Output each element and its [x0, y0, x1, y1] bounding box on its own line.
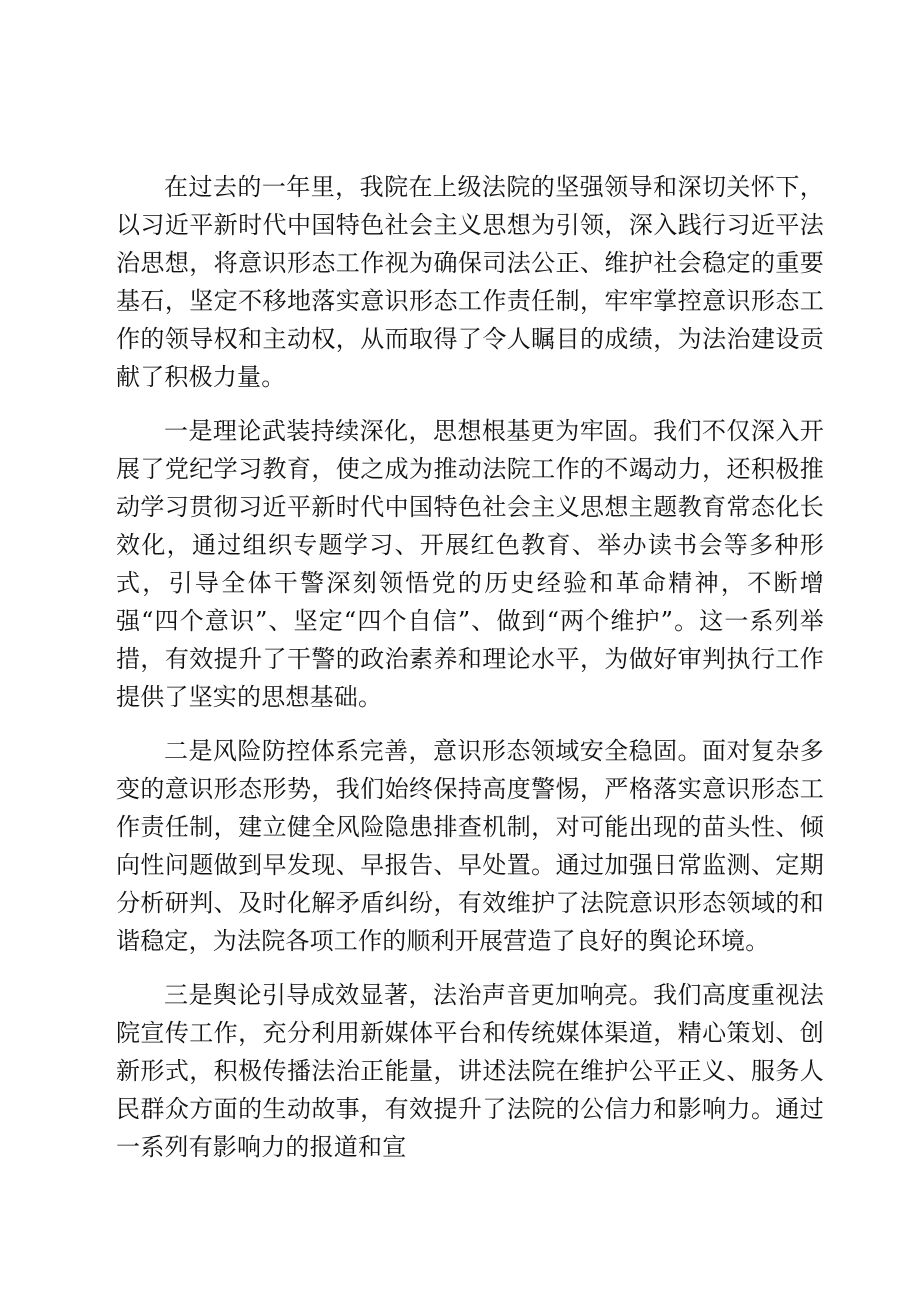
- paragraph-theory-study: 一是理论武装持续深化，思想根基更为牢固。我们不仅深入开展了党纪学习教育，使之成为推动法院工作的不竭动力，还积极推动学习贯彻习近平新时代中国特色社会主义思想主题教育常态化长效化，通过组织专题学习、开展红色教育、举办读书会等多种形式，引导全体干警深刻领悟党的历史经验和革命精神，不断增强“四个意识”、坚定“四个自信”、做到“两个维护”。这一系列举措，有效提升了干警的政治素养和理论水平，为做好审判执行工作提供了坚实的思想基础。: [116, 417, 824, 711]
- paragraph-spacer: [116, 960, 824, 976]
- paragraph-intro: 在过去的一年里，我院在上级法院的坚强领导和深切关怀下，以习近平新时代中国特色社会主义思想为引领，深入践行习近平法治思想，将意识形态工作视为确保司法公正、维护社会稳定的重要基石，坚定不移地落实意识形态工作责任制，牢牢掌控意识形态工作的领导权和主动权，从而取得了令人瞩目的成绩，为法治建设贡献了积极力量。: [116, 173, 824, 391]
- paragraph-spacer: [116, 396, 824, 412]
- document-body: [116, 168, 824, 1166]
- paragraph-spacer: [116, 716, 824, 732]
- paragraph-public-opinion: 三是舆论引导成效显著，法治声音更加响亮。我们高度重视法院宣传工作，充分利用新媒体平台和传统媒体渠道，精心策划、创新形式，积极传播法治正能量，讲述法院在维护公平正义、服务人民群众方面的生动故事，有效提升了法院的公信力和影响力。通过一系列有影响力的报道和宣: [116, 981, 824, 1161]
- paragraph-risk-control: 二是风险防控体系完善，意识形态领域安全稳固。面对复杂多变的意识形态形势，我们始终保持高度警惕，严格落实意识形态工作责任制，建立健全风险隐患排查机制，对可能出现的苗头性、倾向性问题做到早发现、早报告、早处置。通过加强日常监测、定期分析研判、及时化解矛盾纠纷，有效维护了法院意识形态领域的和谐稳定，为法院各项工作的顺利开展营造了良好的舆论环境。: [116, 737, 824, 955]
